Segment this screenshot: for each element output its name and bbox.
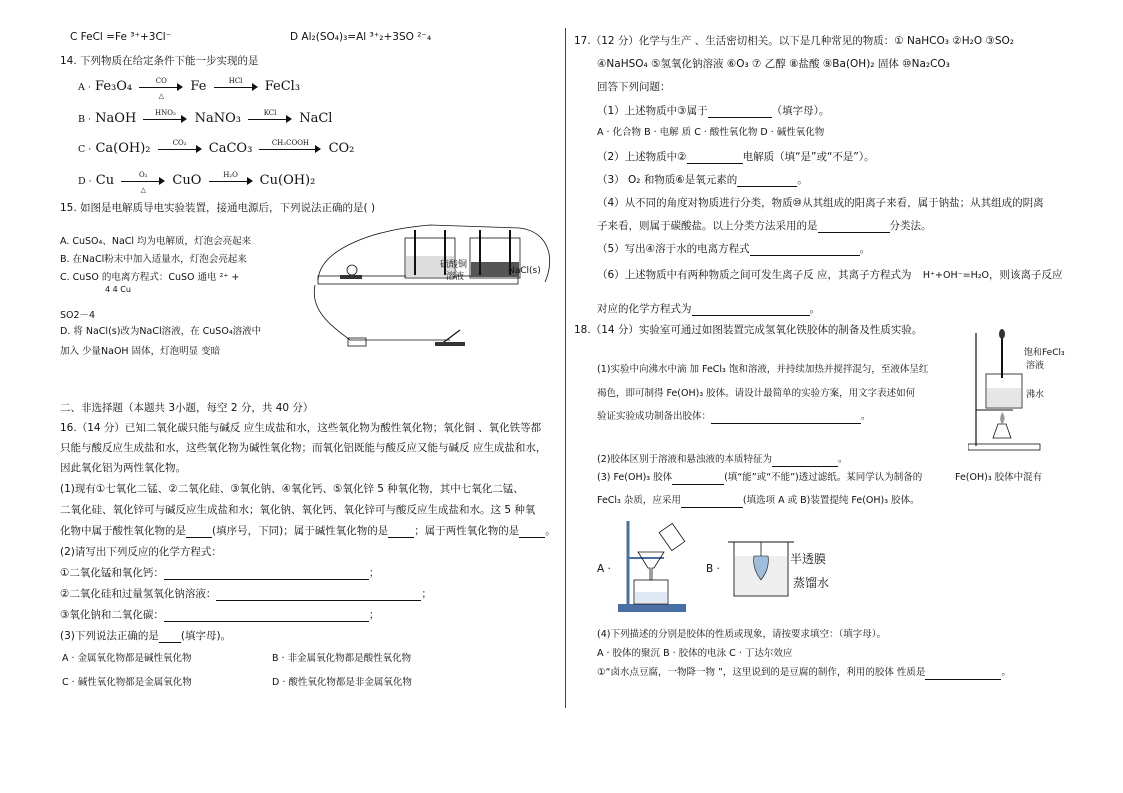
arrow-condition: CO₂ xyxy=(172,138,187,147)
q17-sub3 xyxy=(597,173,808,187)
q17-s6-text1: （6）上述物质中有两种物质之间可发生离子反 应，其离子方程式为 xyxy=(597,269,912,281)
q15-option-d: D. 将 NaCl(s)改为NaCl溶液，在 CuSO₄溶液中 xyxy=(60,326,262,337)
q14-option-c xyxy=(78,138,355,157)
q17-sub4-line2 xyxy=(597,219,932,233)
q17-sub6-line1 xyxy=(597,268,1063,283)
answer-blank[interactable] xyxy=(164,567,369,580)
fig-solution-label: 溶液 xyxy=(1026,361,1045,371)
q14-c-formula3: CO₂ xyxy=(328,141,355,156)
column-divider xyxy=(565,28,566,708)
reaction-arrow xyxy=(143,108,187,125)
answer-blank[interactable] xyxy=(750,243,860,256)
q18-p3-text1: (3) Fe(OH)₃ 胶体 xyxy=(597,472,673,483)
conductivity-apparatus-figure xyxy=(310,220,560,360)
dialysis-apparatus-figure xyxy=(726,534,796,600)
fig-boiling-water-label: 沸水 xyxy=(1026,390,1045,400)
reaction-arrow xyxy=(214,76,258,93)
q16-line1: 16.（14 分）已知二氧化碳只能与碱反 应生成盐和水，这些氧化物为酸性氧化物；氧化铜 、氧化铁等都 xyxy=(60,422,542,434)
q14-d-formula1: Cu xyxy=(95,173,115,188)
q18-p2 xyxy=(597,453,847,467)
q17-sub6-line2 xyxy=(597,302,820,316)
q18-p1-line1: (1)实验中向沸水中滴 加 FeCl₃ 饱和溶液，并持续加热并搅拌混匀，至液体呈红 xyxy=(597,364,929,375)
fig-solution-label: 溶液 xyxy=(446,272,465,282)
reaction-arrow xyxy=(121,170,165,194)
q18-p4-text1: ①“卤水点豆腐，一物降一物 ”，这里说到的是豆腐的制作，利用的胶体 性质是 xyxy=(597,667,926,678)
q17-line1: 17.（12 分）化学与生产 、生活密切相关。以下是几种常见的物质：① NaHCO₃ ②H₂O ③SO₂ xyxy=(574,35,1014,47)
q14-d-formula2: CuO xyxy=(172,173,202,188)
semicolon: ； xyxy=(421,588,432,600)
arrow-condition: △ xyxy=(140,185,146,194)
q16-option-c: C · 碱性氧化物都是金属氧化物 xyxy=(62,677,192,688)
q14-a-formula1: Fe₃O₄ xyxy=(95,79,133,94)
q17-s5-text2: 。 xyxy=(859,243,871,255)
q16-l6-text3: ；属于两性氧化物的是 xyxy=(414,525,520,537)
q16-option-a: A · 金属氧化物都是碱性氧化物 xyxy=(62,653,192,664)
q18-p3-line1-end: Fe(OH)₃ 胶体中混有 xyxy=(955,472,1043,483)
q16-l8-text2: (填字母)。 xyxy=(180,630,232,642)
answer-blank[interactable] xyxy=(711,411,861,424)
q16-eq3-label: ③氧化钠和二氧化碳： xyxy=(60,609,164,621)
reaction-arrow xyxy=(248,108,292,125)
q14-b-formula3: NaCl xyxy=(299,111,333,126)
q14-c-formula1: Ca(OH)₂ xyxy=(95,141,151,156)
q18-p3-line1 xyxy=(597,471,922,485)
q14-option-a xyxy=(78,76,301,100)
q13-option-c: C FeCl =Fe ³⁺+3Cl⁻ xyxy=(70,31,172,43)
fig-fecl3-label: 饱和FeCl₃ xyxy=(1024,348,1065,358)
q18-p1-text1: 验证实验成功制备出胶体： xyxy=(597,411,712,422)
q16-equation3 xyxy=(60,608,379,622)
q14-d-label: D · xyxy=(78,176,92,187)
answer-blank[interactable] xyxy=(164,609,369,622)
semicolon: ； xyxy=(368,567,380,579)
q18-p4-text2: 。 xyxy=(1001,667,1011,678)
q16-line6 xyxy=(60,524,556,538)
q17-sub1-options: A · 化合物 B · 电解 质 C · 酸性氧化物 D · 碱性氧化物 xyxy=(597,127,825,138)
q18-p4-line3 xyxy=(597,666,1011,680)
answer-blank[interactable] xyxy=(708,105,772,118)
fig-copper-sulfate-label: 硫酸铜 xyxy=(440,260,468,270)
q17-s3-text1: （3） O₂ 和物质⑥是氧元素的 xyxy=(597,174,738,186)
q14-c-label: C · xyxy=(78,144,92,155)
q15-option-c: C. CuSO 的电离方程式：CuSO 通电 ²⁺ + xyxy=(60,272,240,283)
q17-sub5 xyxy=(597,242,870,256)
q18-p3-text2: (填“能”或“不能”)透过滤纸。某同学认为制备的 xyxy=(724,472,923,483)
q16-eq2-label: ②二氧化硅和过量氢氧化钠溶液： xyxy=(60,588,217,600)
q17-s6-text4: 。 xyxy=(809,303,820,315)
answer-blank[interactable] xyxy=(672,472,724,485)
q17-s5-text1: （5）写出④溶于水的电离方程式 xyxy=(597,243,750,255)
q15-option-c-subscripts: 4 4 Cu xyxy=(105,285,131,294)
q14-b-formula2: NaNO₃ xyxy=(194,111,241,126)
q16-option-b: B · 非金属氧化物都是酸性氧化物 xyxy=(272,653,412,664)
arrow-condition: HNO₃ xyxy=(155,108,176,117)
answer-blank[interactable] xyxy=(692,303,810,316)
q14-stem: 14. 下列物质在给定条件下能一步实现的是 xyxy=(60,55,259,67)
q18-p1-line2: 褐色，即可制得 Fe(OH)₃ 胶体。请设计最简单的实验方案，用文字表述如何 xyxy=(597,388,916,399)
q17-sub2 xyxy=(597,150,875,164)
answer-blank[interactable] xyxy=(818,220,890,233)
answer-blank[interactable] xyxy=(216,588,421,601)
q14-b-formula1: NaOH xyxy=(95,111,137,126)
reaction-arrow xyxy=(209,170,253,187)
q16-line2: 只能与酸反应生成盐和水，这些氧化物为碱性氧化物；而氧化铝既能与酸反应又能与碱反 应生成盐和水， xyxy=(60,442,547,454)
answer-blank[interactable] xyxy=(925,667,1001,680)
q14-a-label: A · xyxy=(78,82,91,93)
q18-p2-text1: (2)胶体区别于溶液和悬浊液的本质特征为 xyxy=(597,454,772,465)
answer-blank[interactable] xyxy=(186,525,212,538)
reaction-arrow xyxy=(139,76,183,100)
q18-p1-text2: 。 xyxy=(861,411,871,422)
answer-blank[interactable] xyxy=(159,630,181,643)
arrow-condition: △ xyxy=(158,91,164,100)
arrow-condition: CH₃COOH xyxy=(271,138,310,147)
arrow-condition: HCl xyxy=(228,76,243,85)
answer-blank[interactable] xyxy=(737,174,797,187)
q15-option-a: A. CuSO₄、NaCl 均为电解质，灯泡会亮起来 xyxy=(60,236,252,247)
q17-line2: ④NaHSO₄ ⑤氢氧化钠溶液 ⑥O₃ ⑦ 乙醇 ⑧盐酸 ⑨Ba(OH)₂ 固体 ⑩Na₂CO₃ xyxy=(597,58,950,70)
q14-a-formula2: Fe xyxy=(190,79,207,94)
answer-blank[interactable] xyxy=(519,525,545,538)
q17-s4-text1: 子来看，则属于碳酸盐。以上分类方法采用的是 xyxy=(597,220,818,232)
q18-p3-line2 xyxy=(597,494,920,508)
q16-line4: (1)现有①七氧化二锰、②二氧化硅、③氧化钠、④氧化钙、⑤氧化锌 5 种氧化物，其中七氧化二锰、 xyxy=(60,483,524,495)
fig-nacl-label: NaCl(s) xyxy=(508,266,541,276)
q17-s2-text1: （2）上述物质中② xyxy=(597,151,687,163)
fig-b-label: B · xyxy=(706,563,720,575)
q17-s1-text2: （填字母）。 xyxy=(771,105,830,117)
q15-option-c-ion: SO2－4 xyxy=(60,310,96,321)
reaction-arrow xyxy=(158,138,202,155)
arrow-condition: H₂O xyxy=(223,170,238,179)
q14-b-label: B · xyxy=(78,114,92,125)
q14-option-d xyxy=(78,170,316,194)
q18-stem: 18.（14 分）实验室可通过如图装置完成氢氧化铁胶体的制备及性质实验。 xyxy=(574,324,923,336)
q16-equation1 xyxy=(60,566,379,580)
q17-sub1 xyxy=(597,104,829,118)
q16-l6-text4: 。 xyxy=(545,525,556,537)
q17-s4-text2: 分类法。 xyxy=(889,220,932,232)
q14-d-formula3: Cu(OH)₂ xyxy=(259,173,316,188)
q16-line8 xyxy=(60,629,231,643)
q15-option-d-cont: 加入 少量NaOH 固体，灯泡明显 变暗 xyxy=(60,346,221,357)
q16-line3: 因此氧化铝为两性氧化物。 xyxy=(60,462,186,474)
q16-equation2 xyxy=(60,587,432,601)
arrow-condition: KCl xyxy=(263,108,277,117)
q15-stem: 15. 如图是电解质导电实验装置，接通电源后，下列说法正确的是( ) xyxy=(60,202,376,214)
q18-p4-options: A · 胶体的聚沉 B · 胶体的电泳 C · 丁达尔效应 xyxy=(597,648,793,659)
q16-l8-text1: (3)下列说法正确的是 xyxy=(60,630,159,642)
answer-blank[interactable] xyxy=(388,525,414,538)
q17-s1-text1: （1）上述物质中③属于 xyxy=(597,105,708,117)
q16-option-d: D · 酸性氧化物都是非金属氧化物 xyxy=(272,677,412,688)
arrow-condition: CO xyxy=(155,76,167,85)
q16-l6-text1: 化物中属于酸性氧化物的是 xyxy=(60,525,186,537)
answer-blank[interactable] xyxy=(772,454,838,467)
q16-l6-text2: (填序号，下同)；属于碱性氧化物的是 xyxy=(212,525,389,537)
q18-p1-line3 xyxy=(597,410,871,424)
semicolon: ； xyxy=(368,609,380,621)
answer-blank[interactable] xyxy=(681,495,743,508)
q17-sub4-line1: （4）从不同的角度对物质进行分类，物质⑩从其组成的阳离子来看，属于钠盐；从其组成的阴离 xyxy=(597,197,1044,209)
filtration-apparatus-figure xyxy=(612,516,692,616)
q17-s6-text3: 对应的化学方程式为 xyxy=(597,303,692,315)
q17-s3-text2: 。 xyxy=(797,174,808,186)
q18-p3-text4: (填选项 A 或 B)装置提纯 Fe(OH)₃ 胶体。 xyxy=(742,495,920,506)
section-2-heading: 二、非选择题（本题共 3小题，每空 2 分，共 40 分） xyxy=(60,402,314,414)
reaction-arrow xyxy=(259,138,321,155)
q18-p4-line1: (4)下列描述的分别是胶体的性质或现象，请按要求填空：（填字母）。 xyxy=(597,629,886,640)
q15-option-b: B. 在NaCl粉末中加入适量水，灯泡会亮起来 xyxy=(60,254,247,265)
q16-eq1-label: ①二氧化锰和氧化钙： xyxy=(60,567,164,579)
q18-p2-text2: 。 xyxy=(837,454,848,465)
q17-line3: 回答下列问题： xyxy=(597,81,671,93)
ionic-equation: H⁺+OH⁻=H₂O xyxy=(922,270,990,281)
fig-a-label: A · xyxy=(597,563,611,575)
fig-membrane-label: 半透膜 xyxy=(790,552,827,566)
fig-distilled-water-label: 蒸馏水 xyxy=(793,576,830,590)
q17-s6-text2: ，则该离子反应 xyxy=(989,269,1063,281)
q17-s2-text2: 电解质（填“是”或“不是”）。 xyxy=(742,151,875,163)
q14-a-formula3: FeCl₃ xyxy=(264,79,301,94)
answer-blank[interactable] xyxy=(687,151,743,164)
q14-option-b xyxy=(78,108,333,127)
q16-line5: 二氧化硅、氧化锌可与碱反应生成盐和水；氧化钠、氧化钙、氧化锌可与酸反应生成盐和水。这 5 种氧 xyxy=(60,504,536,516)
q18-p3-text3: FeCl₃ 杂质，应采用 xyxy=(597,495,681,506)
q13-option-d: D Al₂(SO₄)₃=Al ³⁺₂+3SO ²⁻₄ xyxy=(290,31,432,43)
q14-c-formula2: CaCO₃ xyxy=(208,141,253,156)
arrow-condition: O₂ xyxy=(138,170,148,179)
q16-line7: (2)请写出下列反应的化学方程式： xyxy=(60,546,222,558)
